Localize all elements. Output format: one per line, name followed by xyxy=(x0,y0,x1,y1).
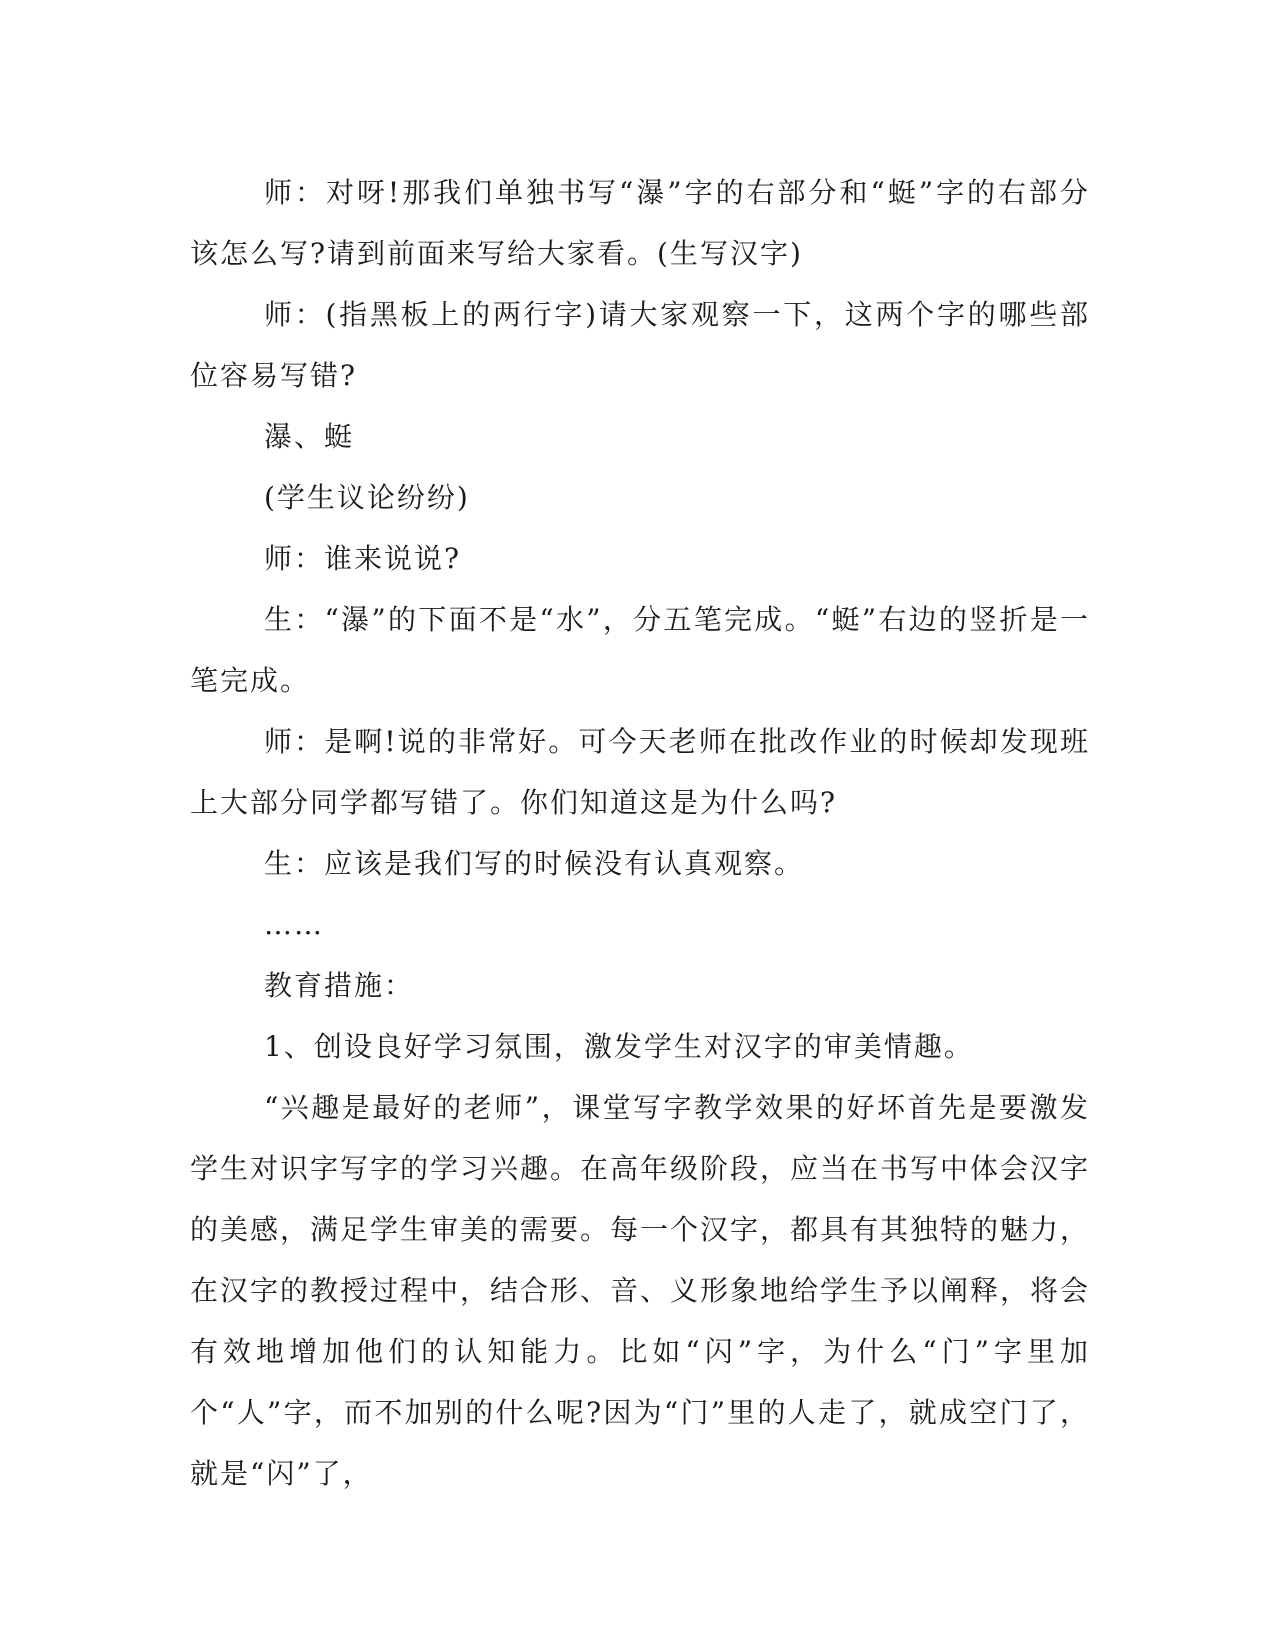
paragraph-student-answer: 生：“瀑”的下面不是“水”，分五笔完成。“蜓”右边的竖折是一笔完成。 xyxy=(190,603,1090,697)
paragraph-interest: “兴趣是最好的老师”，课堂写字教学效果的好坏首先是要激发学生对识字写字的学习兴趣。在高年级阶段，应当在书写中体会汉字的美感，满足学生审美的需要。每一个汉字，都具有其独特的魅力，在汉字的教授过程中，结合形、音、义形象地给学生予以阐释，将会有效地增加他们的认知能力。比如“闪”字，为什么“门”字里加个“人”字，而不加别的什么呢?因为“门”里的人走了，就成空门了，就是“闪”了， xyxy=(190,1091,1091,1490)
measure-item-1: 1、创设良好学习氛围，激发学生对汉字的审美情趣。 xyxy=(264,1030,974,1063)
paragraph-teacher-ask: 师：谁来说说? xyxy=(264,542,462,575)
paragraph-ellipsis: …… xyxy=(264,908,324,941)
document-body xyxy=(190,162,1090,1504)
paragraph-students-discuss: (学生议论纷纷) xyxy=(264,481,470,514)
paragraph-student-reason: 生：应该是我们写的时候没有认真观察。 xyxy=(264,847,805,880)
paragraph-teacher-observe: 师：(指黑板上的两行字)请大家观察一下，这两个字的哪些部位容易写错? xyxy=(190,298,1090,392)
paragraph-characters: 瀑、蜓 xyxy=(264,420,355,453)
paragraph-teacher-praise: 师：是啊!说的非常好。可今天老师在批改作业的时候却发现班上大部分同学都写错了。你们知道这是为什么吗? xyxy=(190,725,1090,819)
section-heading-measures: 教育措施： xyxy=(264,969,415,1002)
paragraph-teacher-write: 师：对呀!那我们单独书写“瀑”字的右部分和“蜓”字的右部分该怎么写?请到前面来写给大家看。(生写汉字) xyxy=(190,176,1090,270)
